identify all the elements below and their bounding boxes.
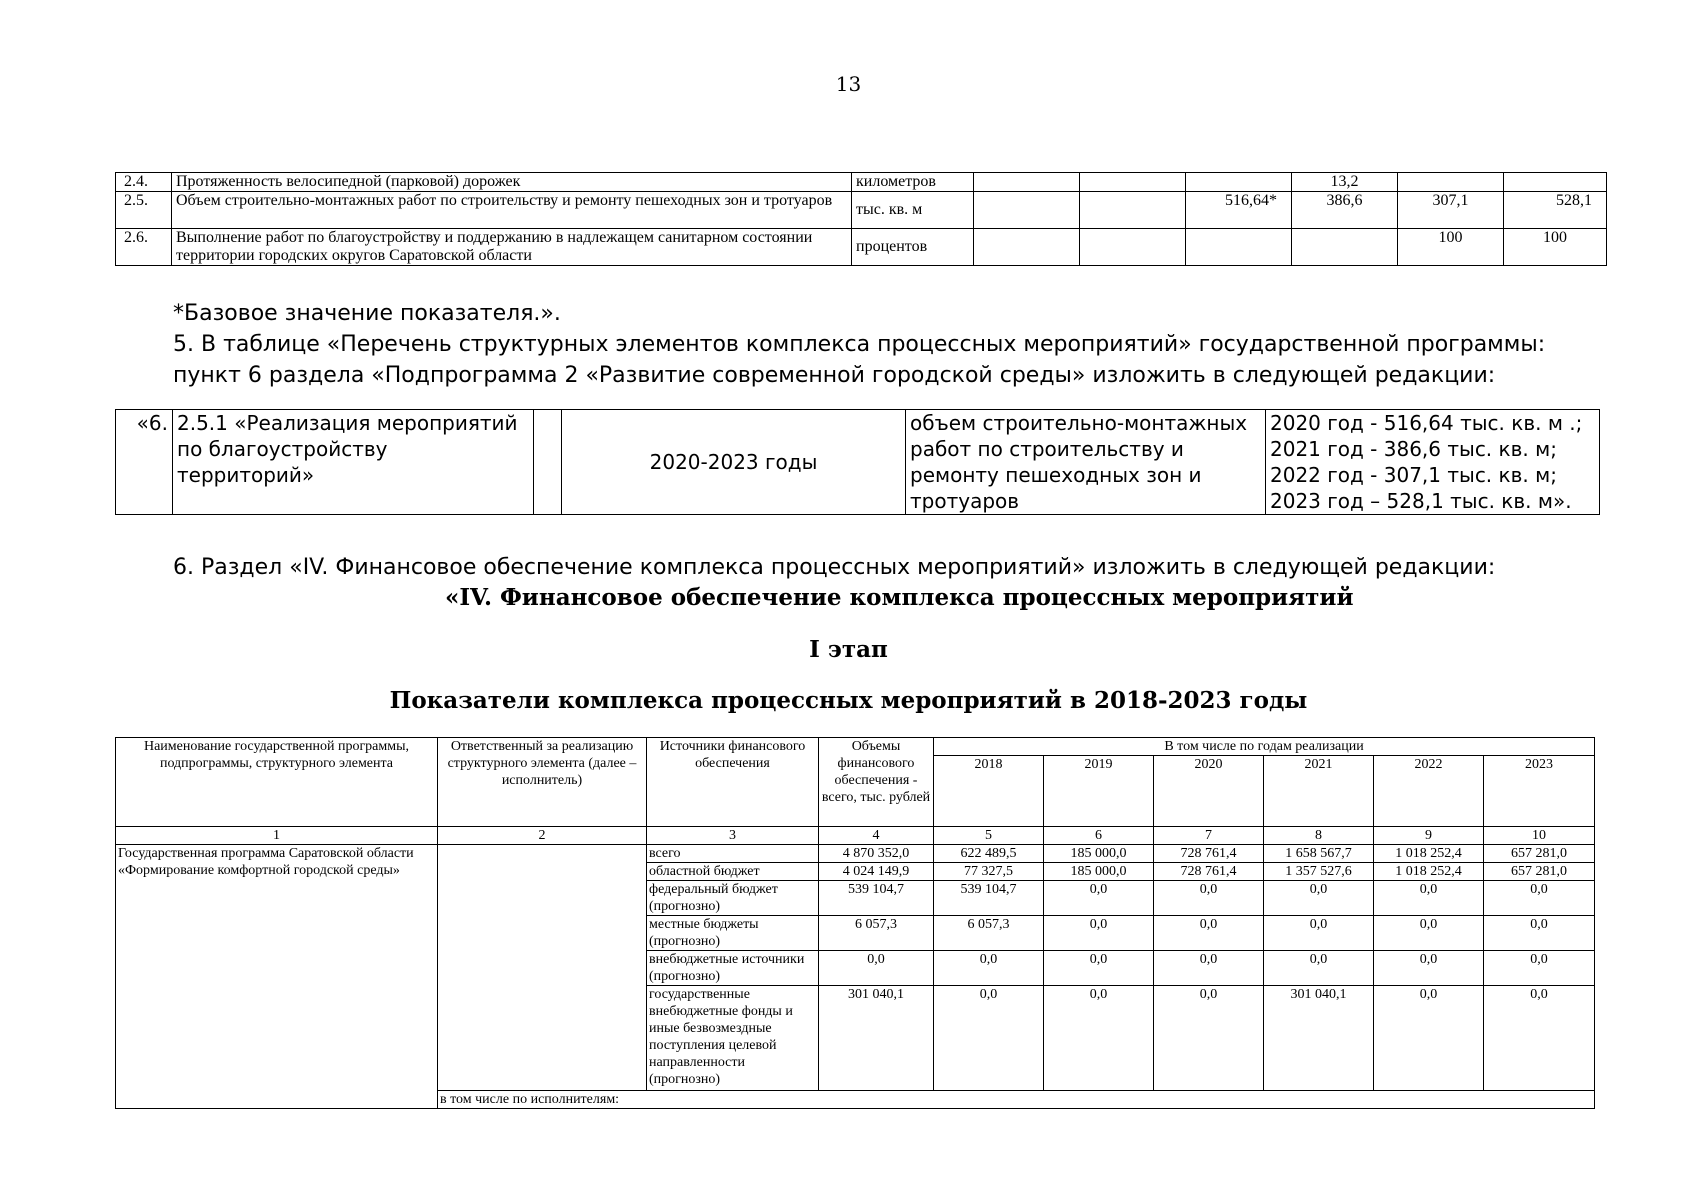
header-sources: Источники финансового обеспечения	[647, 738, 819, 827]
value-line: 2020 год - 516,64 тыс. кв. м .;	[1270, 411, 1583, 435]
finance-value: 4 024 149,9	[819, 863, 934, 881]
column-number: 1	[116, 827, 438, 845]
paragraph-6: 6. Раздел «IV. Финансовое обеспечение комплекса процессных мероприятий» изложить в следующей редакции:	[173, 555, 1496, 580]
finance-value: 0,0	[1374, 986, 1484, 1091]
indicator-unit: процентов	[852, 229, 974, 266]
indicators-heading: Показатели комплекса процессных мероприятий в 2018-2023 годы	[389, 687, 1308, 714]
finance-value: 728 761,4	[1154, 863, 1264, 881]
value-line: 2021 год - 386,6 тыс. кв. м;	[1270, 437, 1557, 461]
finance-value: 0,0	[1484, 881, 1595, 916]
header-year: 2018	[934, 756, 1044, 827]
structural-element-row	[116, 410, 1600, 515]
indicator-value	[1504, 173, 1607, 192]
source-label: государственные внебюджетные фонды и иные безвозмездные поступления целевой направленности (прогнозно)	[647, 986, 819, 1091]
finance-value: 728 761,4	[1154, 845, 1264, 863]
finance-value: 539 104,7	[934, 881, 1044, 916]
column-number: 5	[934, 827, 1044, 845]
indicator-value	[974, 192, 1080, 229]
finance-value: 0,0	[1264, 881, 1374, 916]
indicator-value	[1186, 229, 1292, 266]
indicator-value: 307,1	[1398, 192, 1504, 229]
indicator-value: 386,6	[1292, 192, 1398, 229]
finance-value: 77 327,5	[934, 863, 1044, 881]
header-year: 2021	[1264, 756, 1374, 827]
finance-value: 0,0	[1484, 916, 1595, 951]
section-heading: «IV. Финансовое обеспечение комплекса процессных мероприятий	[445, 584, 1354, 611]
header-volume: Объемы финансового обеспечения - всего, тыс. рублей	[819, 738, 934, 827]
column-number: 6	[1044, 827, 1154, 845]
value-line: 2023 год – 528,1 тыс. кв. м».	[1270, 489, 1572, 513]
header-by-years: В том числе по годам реализации	[934, 738, 1595, 756]
indicator-value: 528,1	[1504, 192, 1607, 229]
finance-value: 1 018 252,4	[1374, 845, 1484, 863]
paragraph-5-line-2: пункт 6 раздела «Подпрограмма 2 «Развитие современной городской среды» изложить в следующей редакции:	[173, 363, 1496, 388]
finance-value: 0,0	[934, 951, 1044, 986]
value-line: 2022 год - 307,1 тыс. кв. м;	[1270, 463, 1557, 487]
indicator-unit: тыс. кв. м	[852, 192, 974, 229]
finance-row	[116, 845, 1595, 863]
column-number: 9	[1374, 827, 1484, 845]
stage-heading: I этап	[809, 636, 888, 663]
source-label: областной бюджет	[647, 863, 819, 881]
column-number: 7	[1154, 827, 1264, 845]
header-row	[116, 738, 1595, 756]
finance-value: 657 281,0	[1484, 863, 1595, 881]
indicator-row	[116, 173, 1607, 192]
indicator-value	[1186, 173, 1292, 192]
finance-value: 301 040,1	[819, 986, 934, 1091]
finance-value: 622 489,5	[934, 845, 1044, 863]
indicator-value: 100	[1398, 229, 1504, 266]
finance-value: 0,0	[1154, 881, 1264, 916]
indicator-value: 516,64*	[1186, 192, 1292, 229]
responsible-cell	[438, 845, 647, 1091]
finance-value: 4 870 352,0	[819, 845, 934, 863]
indicator-row	[116, 229, 1607, 266]
row-number: 2.6.	[116, 229, 172, 266]
finance-value: 0,0	[1374, 916, 1484, 951]
finance-value: 0,0	[819, 951, 934, 986]
finance-value: 301 040,1	[1264, 986, 1374, 1091]
source-label: федеральный бюджет (прогнозно)	[647, 881, 819, 916]
empty-cell	[534, 410, 562, 515]
program-name: Государственная программа Саратовской области «Формирование комфортной городской среды»	[116, 845, 438, 1109]
element-period: 2020-2023 годы	[562, 410, 906, 515]
page-number: 13	[835, 72, 862, 96]
base-value-note: *Базовое значение показателя.».	[173, 301, 561, 326]
finance-value: 0,0	[1264, 951, 1374, 986]
finance-value: 6 057,3	[934, 916, 1044, 951]
element-indicator: объем строительно-монтажных работ по строительству и ремонту пешеходных зон и тротуаров	[906, 410, 1266, 515]
row-number: «6.	[116, 410, 173, 515]
finance-value: 0,0	[1374, 881, 1484, 916]
finance-table	[115, 737, 1595, 1109]
header-year: 2019	[1044, 756, 1154, 827]
structural-element-table	[115, 409, 1600, 515]
header-name: Наименование государственной программы, подпрограммы, структурного элемента	[116, 738, 438, 827]
element-values	[1266, 410, 1600, 515]
indicator-value	[1080, 192, 1186, 229]
column-number: 3	[647, 827, 819, 845]
column-number: 4	[819, 827, 934, 845]
finance-value: 539 104,7	[819, 881, 934, 916]
header-responsible: Ответственный за реализацию структурного элемента (далее – исполнитель)	[438, 738, 647, 827]
by-executors-label: в том числе по исполнителям:	[438, 1091, 1595, 1109]
finance-value: 0,0	[1044, 951, 1154, 986]
indicator-value	[974, 173, 1080, 192]
finance-value: 0,0	[934, 986, 1044, 1091]
finance-value: 0,0	[1044, 881, 1154, 916]
indicator-name: Протяженность велосипедной (парковой) дорожек	[172, 173, 852, 192]
row-number: 2.4.	[116, 173, 172, 192]
finance-value: 1 018 252,4	[1374, 863, 1484, 881]
finance-value: 1 357 527,6	[1264, 863, 1374, 881]
finance-value: 1 658 567,7	[1264, 845, 1374, 863]
source-label: внебюджетные источники (прогнозно)	[647, 951, 819, 986]
finance-value: 0,0	[1264, 916, 1374, 951]
column-numbers-row	[116, 827, 1595, 845]
paragraph-5-line-1: 5. В таблице «Перечень структурных элементов комплекса процессных мероприятий» государственной программы:	[173, 332, 1546, 357]
indicator-name: Выполнение работ по благоустройству и поддержанию в надлежащем санитарном состоянии территории городских округов Саратовской области	[172, 229, 852, 266]
indicator-value: 100	[1504, 229, 1607, 266]
finance-value: 657 281,0	[1484, 845, 1595, 863]
finance-value: 0,0	[1154, 951, 1264, 986]
indicator-value	[1292, 229, 1398, 266]
finance-value: 0,0	[1154, 916, 1264, 951]
element-name: 2.5.1 «Реализация мероприятий по благоустройству территорий»	[173, 410, 534, 515]
header-year: 2020	[1154, 756, 1264, 827]
finance-value: 185 000,0	[1044, 845, 1154, 863]
indicator-unit: километров	[852, 173, 974, 192]
finance-value: 0,0	[1044, 916, 1154, 951]
column-number: 10	[1484, 827, 1595, 845]
column-number: 8	[1264, 827, 1374, 845]
row-number: 2.5.	[116, 192, 172, 229]
finance-value: 185 000,0	[1044, 863, 1154, 881]
indicator-value	[1080, 173, 1186, 192]
header-year: 2023	[1484, 756, 1595, 827]
indicator-value	[974, 229, 1080, 266]
finance-value: 0,0	[1044, 986, 1154, 1091]
source-label: местные бюджеты (прогнозно)	[647, 916, 819, 951]
indicator-name: Объем строительно-монтажных работ по строительству и ремонту пешеходных зон и тротуаров	[172, 192, 852, 229]
indicator-value	[1080, 229, 1186, 266]
indicator-value	[1398, 173, 1504, 192]
finance-value: 0,0	[1484, 951, 1595, 986]
indicator-value: 13,2	[1292, 173, 1398, 192]
finance-value: 0,0	[1374, 951, 1484, 986]
finance-value: 6 057,3	[819, 916, 934, 951]
header-year: 2022	[1374, 756, 1484, 827]
finance-value: 0,0	[1484, 986, 1595, 1091]
indicator-row	[116, 192, 1607, 229]
column-number: 2	[438, 827, 647, 845]
finance-value: 0,0	[1154, 986, 1264, 1091]
source-label: всего	[647, 845, 819, 863]
indicators-table	[115, 172, 1607, 266]
